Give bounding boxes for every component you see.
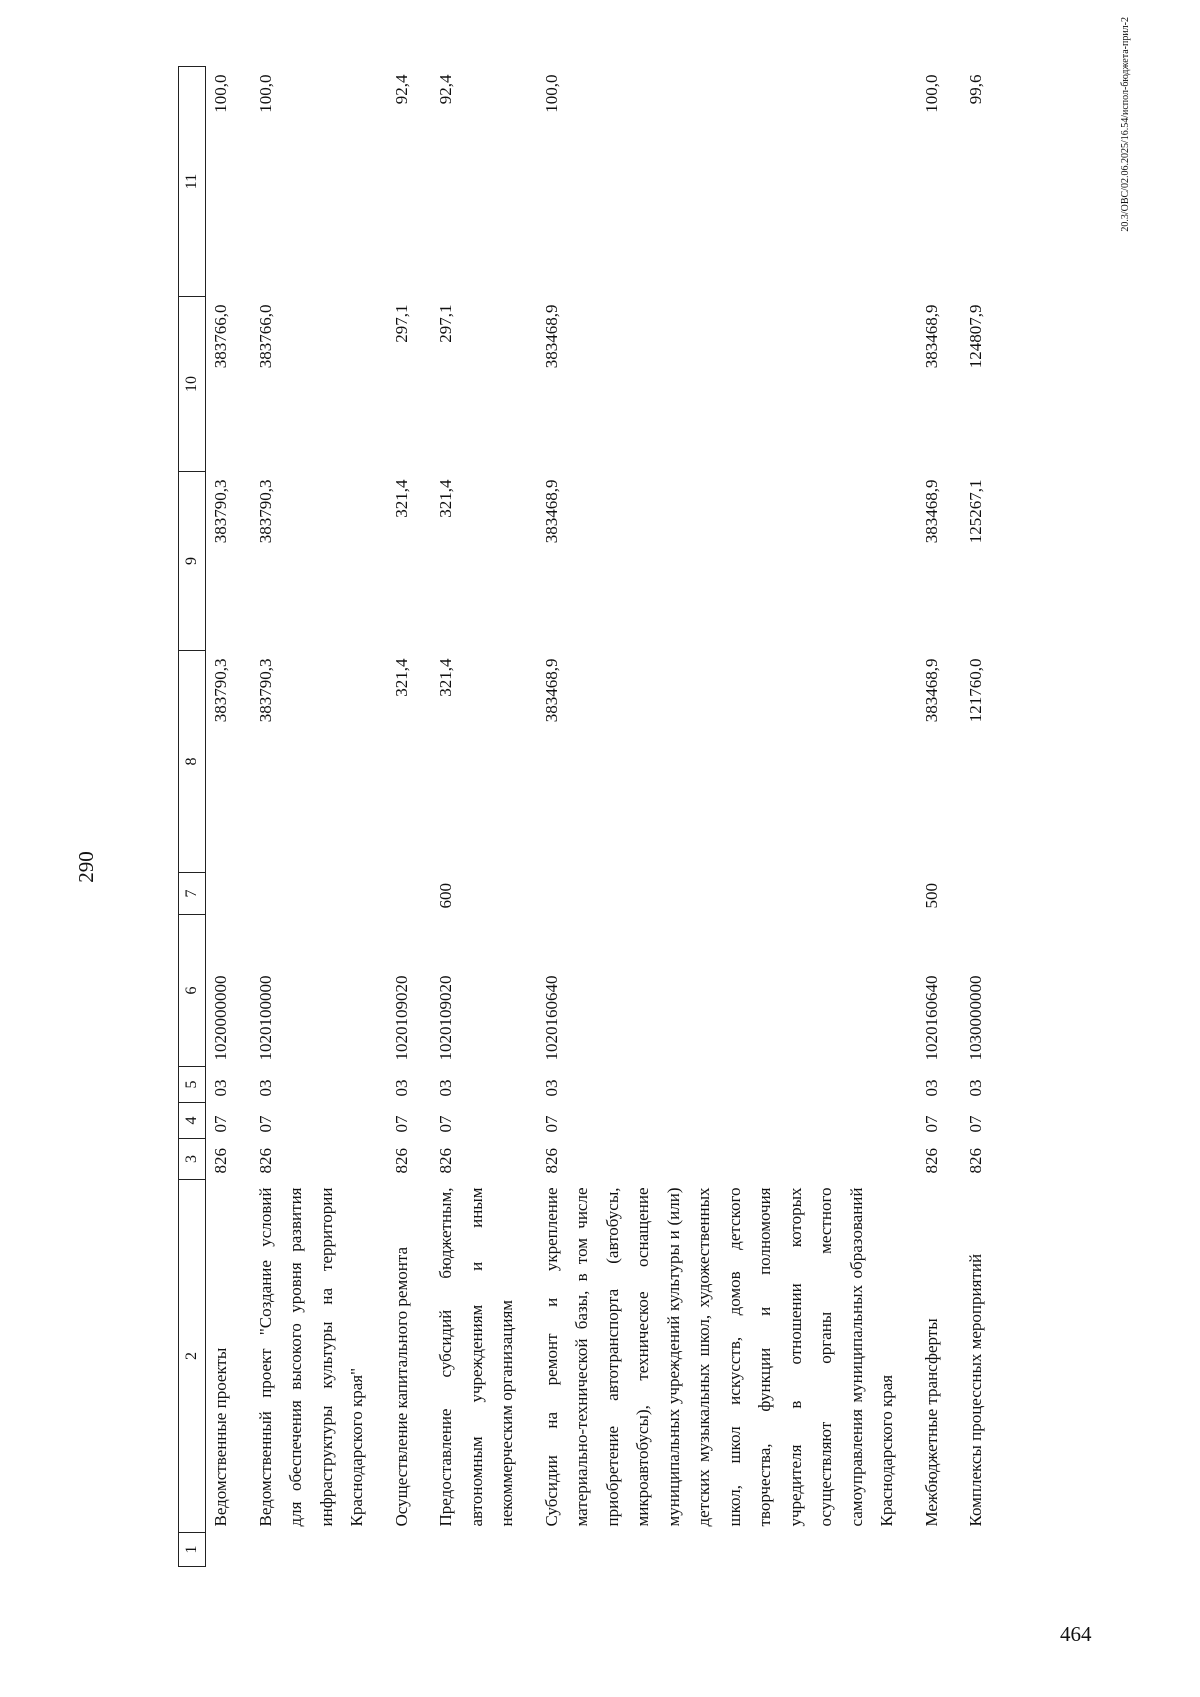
table-row (535, 67, 915, 1567)
table-cell: 121760,0 (966, 658, 985, 723)
table-cell: 1020100000 (255, 975, 275, 1061)
table-cell: 383790,3 (255, 658, 275, 723)
table-cell: 383790,3 (211, 658, 230, 723)
table-cell: 600 (436, 883, 455, 909)
table-cell: 500 (921, 883, 941, 909)
table-cell: 124807,9 (966, 304, 985, 369)
table-cell (429, 1533, 535, 1567)
table-cell (535, 1533, 915, 1567)
table-cell: 383790,3 (255, 479, 275, 544)
table-cell: 07 (255, 1115, 275, 1133)
table-row (429, 67, 535, 1567)
table-cell: 03 (391, 1079, 411, 1097)
table-cell (959, 873, 1004, 915)
table-cell: 321,4 (391, 479, 411, 518)
table-row (915, 67, 960, 1567)
table-cell: 826 (921, 1148, 941, 1174)
table-row (249, 67, 385, 1567)
table-cell: 297,1 (391, 304, 411, 343)
table-cell: 826 (211, 1148, 230, 1174)
table-cell: 03 (966, 1079, 985, 1097)
table-row (959, 67, 1004, 1567)
table-cell (249, 1533, 385, 1567)
table-cell: 07 (211, 1115, 230, 1133)
table-cell: 1020109020 (391, 975, 411, 1061)
table-cell: 383766,0 (211, 304, 230, 369)
table-cell: 100,0 (541, 74, 561, 113)
table-cell: 826 (436, 1148, 455, 1174)
table-cell: Межбюджетные трансферты (921, 1318, 941, 1527)
table-cell: 826 (541, 1148, 561, 1174)
table-cell: 100,0 (211, 74, 230, 113)
table-cell: Осуществление капитального ремонта (391, 1246, 411, 1527)
table-cell: Ведомственный проект "Создание условий для обеспечения высокого уровня развития инфраструктуры культуры на территории Краснодарского края" (255, 1187, 366, 1527)
table-cell: 383468,9 (541, 304, 561, 369)
table-cell: 03 (541, 1079, 561, 1097)
column-header: 3 (179, 1139, 206, 1180)
table-cell (206, 1533, 249, 1567)
table-cell: 383468,9 (921, 304, 941, 369)
table-row (385, 67, 430, 1567)
column-header: 6 (179, 915, 206, 1067)
table-cell: 321,4 (391, 658, 411, 697)
table-cell: 1020109020 (436, 975, 455, 1061)
table-cell: 383468,9 (921, 658, 941, 723)
column-header: 1 (179, 1533, 206, 1567)
table-cell (385, 1533, 430, 1567)
column-header: 9 (179, 472, 206, 651)
table-cell: 125267,1 (966, 479, 985, 544)
column-header: 10 (179, 297, 206, 472)
page-number: 290 (74, 851, 98, 883)
sheet-number: 464 (1060, 1622, 1092, 1646)
table-cell: 321,4 (436, 658, 455, 697)
table-row (206, 67, 249, 1567)
table-cell: 92,4 (436, 74, 455, 105)
table-cell: 03 (436, 1079, 455, 1097)
table-cell: 1030000000 (966, 975, 985, 1061)
table-cell: 383468,9 (541, 658, 561, 723)
table-cell: 826 (391, 1148, 411, 1174)
table-cell: 1020160640 (921, 975, 941, 1061)
table-cell: 07 (436, 1115, 455, 1133)
table-cell (249, 873, 385, 915)
column-header: 8 (179, 651, 206, 873)
table-cell: 03 (255, 1079, 275, 1097)
table-cell: 321,4 (436, 479, 455, 518)
column-header: 2 (179, 1180, 206, 1533)
table-cell: Комплексы процессных мероприятий (966, 1253, 985, 1527)
table-cell: 03 (211, 1079, 230, 1097)
table-cell: 07 (966, 1115, 985, 1133)
column-header: 4 (179, 1103, 206, 1139)
table-cell: 07 (391, 1115, 411, 1133)
table-cell: 07 (541, 1115, 561, 1133)
table-cell: 07 (921, 1115, 941, 1133)
table-cell: 1020000000 (211, 975, 230, 1061)
table-cell: 99,6 (966, 74, 985, 105)
table-cell (959, 1533, 1004, 1567)
table-cell (535, 873, 915, 915)
table-cell: 383790,3 (211, 479, 230, 544)
table-cell: 826 (966, 1148, 985, 1174)
table-cell: Субсидии на ремонт и укрепление материально-технической базы, в том числе приобретение автотранспорта (автобусы, микроавтобусы), техническое оснащение муниципальных учреждений культуры и (или) детских музыкальных школ, художественных школ, школ искусств, домов детского творчества, функции и полномочия учредителя в отношении которых осуществляют органы местного самоуправления муниципальных образований Краснодарского края (541, 1187, 896, 1527)
table-cell: 383468,9 (541, 479, 561, 544)
column-header-row (179, 67, 206, 1567)
table-cell: Ведомственные проекты (211, 1347, 230, 1527)
table-cell: 383766,0 (255, 304, 275, 369)
table-cell: 826 (255, 1148, 275, 1174)
budget-table (178, 66, 1004, 1567)
table-cell: 100,0 (921, 74, 941, 113)
table-cell: 03 (921, 1079, 941, 1097)
table-cell: 297,1 (436, 304, 455, 343)
table-cell: Предоставление субсидий бюджетным, автономным учреждениям и иным некоммерческим организациям (436, 1187, 516, 1527)
table-cell (385, 873, 430, 915)
table-cell: 1020160640 (541, 975, 561, 1061)
table-cell: 383468,9 (921, 479, 941, 544)
table-cell: 100,0 (255, 74, 275, 113)
column-header: 5 (179, 1067, 206, 1103)
table-cell: 92,4 (391, 74, 411, 105)
footer-document-code: 20.3/OBC/02.06.2025/16.54/испол-бюджета-прил-2 (1120, 17, 1131, 232)
column-header: 11 (179, 67, 206, 297)
table-cell (915, 1533, 960, 1567)
column-header: 7 (179, 873, 206, 915)
table-cell (206, 873, 249, 915)
